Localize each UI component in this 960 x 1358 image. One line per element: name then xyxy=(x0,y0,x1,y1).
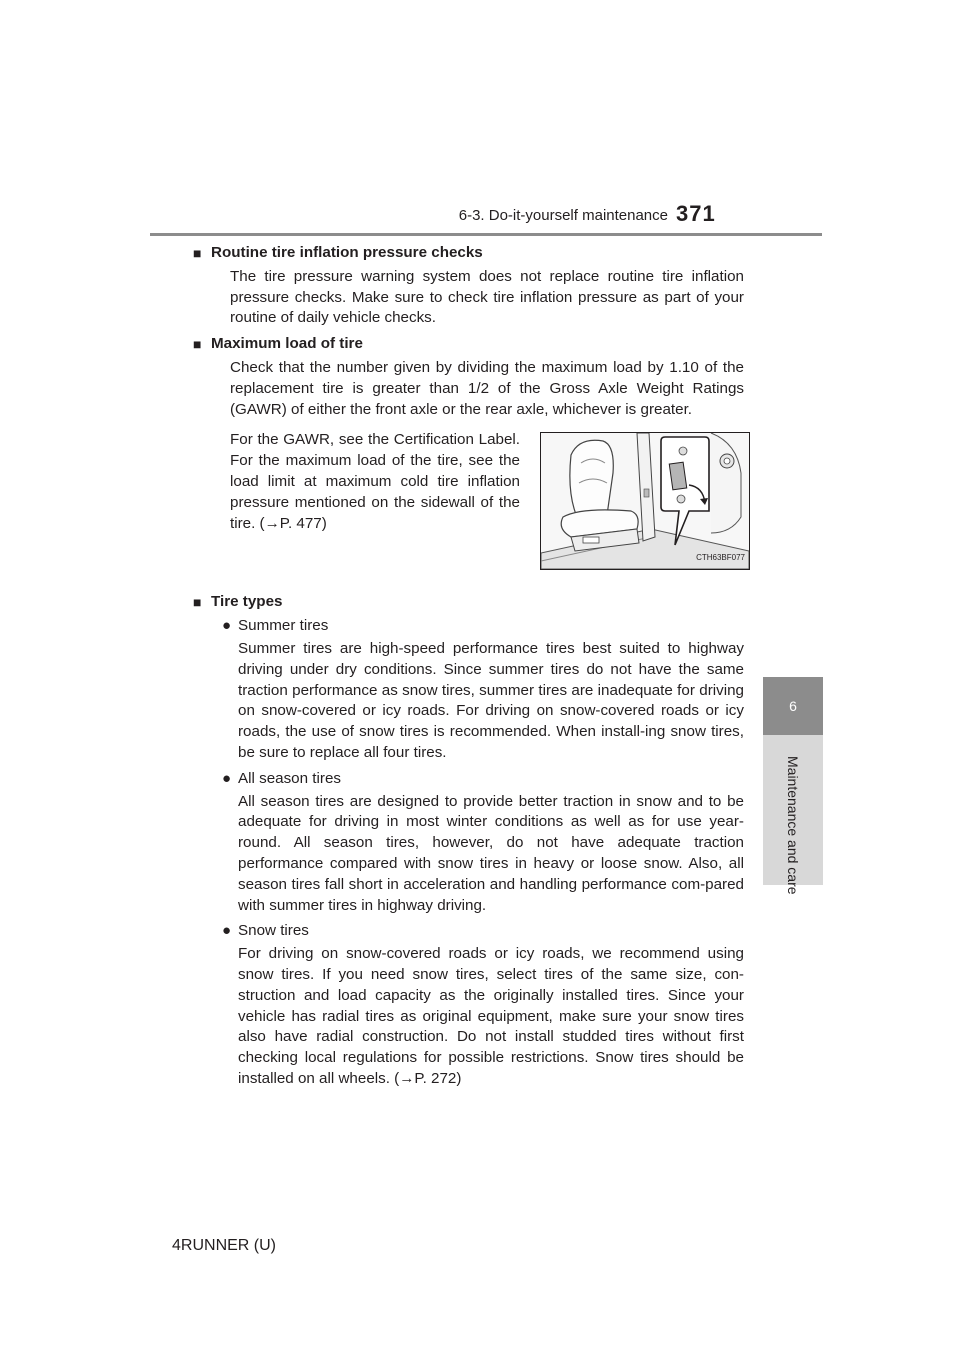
section-heading-tire-types xyxy=(193,592,744,613)
bullet-title: Snow tires xyxy=(238,922,309,940)
section-heading-max-load xyxy=(193,334,744,355)
bullet-snow-tires xyxy=(222,921,744,942)
bullet-title: All season tires xyxy=(238,769,341,787)
paragraph-max-load: Check that the number given by dividing the maximum load by 1.10 of the replacement tire is greater than 1/2 of the Gross Axle Weight Ratings (GAWR) of either the front axle or the rear axle, whichever is greater. xyxy=(230,358,744,418)
page-number: 371 xyxy=(676,201,716,226)
bullet-summer-tires xyxy=(222,616,744,637)
figure-code: CTH63BF077 xyxy=(696,552,745,562)
bullet-title: Summer tires xyxy=(238,617,329,635)
page-content xyxy=(193,243,745,1095)
paragraph-all-season-tires: All season tires are designed to provide better traction in snow and to be adequate for driving in most winter conditions as well as for use year-round. All season tires, however, do not have adequate traction performance compared with snow tires in heavy or loose snow. Also, all season tires fall short in acceleration and handling performance com-pared with summer tires in highway driving. xyxy=(238,792,744,914)
header-section-title: 6-3. Do-it-yourself maintenance xyxy=(458,207,668,224)
bullet-all-season-tires xyxy=(222,769,744,790)
chapter-tab-label: Maintenance and care xyxy=(785,756,801,895)
round-bullet-icon: ● xyxy=(222,922,232,940)
round-bullet-icon: ● xyxy=(222,617,232,635)
certification-label-illustration xyxy=(540,432,750,570)
paragraph-snow-tires: For driving on snow-covered roads or icy roads, we recommend using snow tires. If you need snow tires, select tires of the same size, con-struction and load capacity as the originally installed tires. Since your vehicle has radial tires as original equipment, make sure your snow tires also have radial construction. Do not install studded tires without first checking local regulations for possible restrictions. Snow tires should be installed on all wheels. (→P. 272) xyxy=(238,945,744,1087)
heading-text: Routine tire inflation pressure checks xyxy=(211,244,483,261)
figure-description: For the GAWR, see the Certification Label. For the maximum load of the tire, see the load limit at maximum cold tire inflation pressure mentioned on the sidewall of the tire. (→P. 477) xyxy=(230,431,520,532)
chapter-tab-number: 6 xyxy=(763,677,823,735)
square-bullet-icon: ■ xyxy=(193,245,202,261)
figure-row xyxy=(230,430,744,592)
section-heading-inflation xyxy=(193,243,744,264)
footer-model-name: 4RUNNER (U) xyxy=(172,1237,276,1254)
square-bullet-icon: ■ xyxy=(193,336,202,353)
square-bullet-icon: ■ xyxy=(193,594,202,611)
paragraph-inflation: The tire pressure warning system does not replace routine tire inflation pressure checks. Make sure to check tire inflation pressure as part of your routine of daily vehicle checks. xyxy=(230,267,744,327)
round-bullet-icon: ● xyxy=(222,769,232,787)
header-divider xyxy=(150,233,822,236)
paragraph-summer-tires: Summer tires are high-speed performance tires best suited to highway driving under dry conditions. Since summer tires do not have the same traction performance as snow tires, summer tires are inadequate for driving on snow-covered or icy roads. For driving on snow-covered roads or icy roads, the use of snow tires is recommended. When install-ing snow tires, be sure to replace all four tires. xyxy=(238,639,744,761)
heading-text: Maximum load of tire xyxy=(211,335,363,353)
heading-text: Tire types xyxy=(211,593,283,611)
